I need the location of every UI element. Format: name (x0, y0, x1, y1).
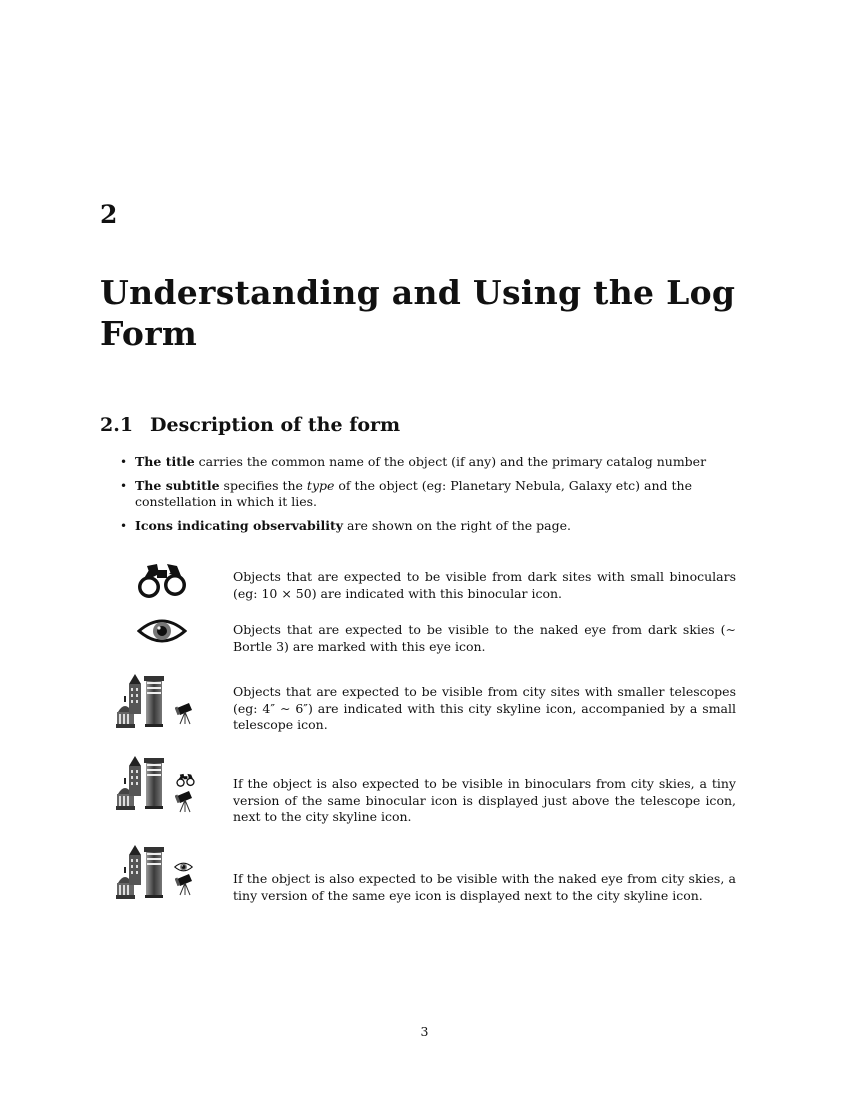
chapter-title: Understanding and Using the Log Form (100, 273, 736, 353)
list-item (120, 478, 755, 510)
icon-description: Objects that are expected to be visible from city sites with smaller telescopes (eg: 4″ ∼ 6″) are indicated with this city skyline icon, accompanied by a small telescope icon. (233, 684, 736, 732)
icon-description: If the object is also expected to be visible in binoculars from city skies, a tiny version of the same binocular icon is displayed just above the telescope icon, next to the city skyline icon. (233, 776, 736, 824)
bullet-term: The title (135, 454, 195, 469)
list-item (120, 518, 755, 534)
bullet-term: Icons indicating observability (135, 518, 344, 533)
telescope-icon (175, 790, 195, 814)
icon-description: If the object is also expected to be visible with the naked eye from city skies, a tiny version of the same eye icon is displayed next to the city skyline icon. (233, 871, 736, 903)
bullet-text: are shown on the right of the page. (343, 518, 571, 533)
telescope-icon (175, 873, 195, 897)
binoculars-icon (176, 772, 195, 788)
bullet-text: of the object (eg: Planetary Nebula, Galaxy etc) and the constellation in which it lies. (135, 478, 692, 509)
bullet-text: specifies the (219, 478, 307, 493)
city-skyline-icon (116, 674, 166, 730)
section-title: Description of the form (150, 414, 401, 436)
page-number: 3 (420, 1024, 429, 1039)
icon-description: Objects that are expected to be visible to the naked eye from dark skies (∼ Bortle 3) are marked with this eye icon. (233, 622, 736, 654)
chapter-number: 2 (100, 200, 118, 229)
bullet-emphasis: type (306, 478, 335, 493)
city-skyline-icon (116, 845, 166, 901)
bullet-text: carries the common name of the object (if any) and the primary catalog number (194, 454, 707, 469)
eye-icon (137, 616, 187, 646)
bullet-icon: • (120, 455, 128, 469)
section-heading (100, 414, 400, 436)
icon-description: Objects that are expected to be visible from dark sites with small binoculars (eg: 10 × 50) are indicated with this binocular icon. (233, 569, 736, 601)
section-number: 2.1 (100, 414, 134, 436)
eye-icon (174, 861, 193, 873)
city-skyline-icon (116, 756, 166, 812)
list-item (120, 454, 755, 470)
bullet-icon: • (120, 519, 128, 533)
bullet-list (120, 454, 755, 542)
telescope-icon (175, 702, 195, 726)
bullet-icon: • (120, 479, 128, 493)
binoculars-icon (137, 560, 187, 600)
bullet-term: The subtitle (135, 478, 220, 493)
